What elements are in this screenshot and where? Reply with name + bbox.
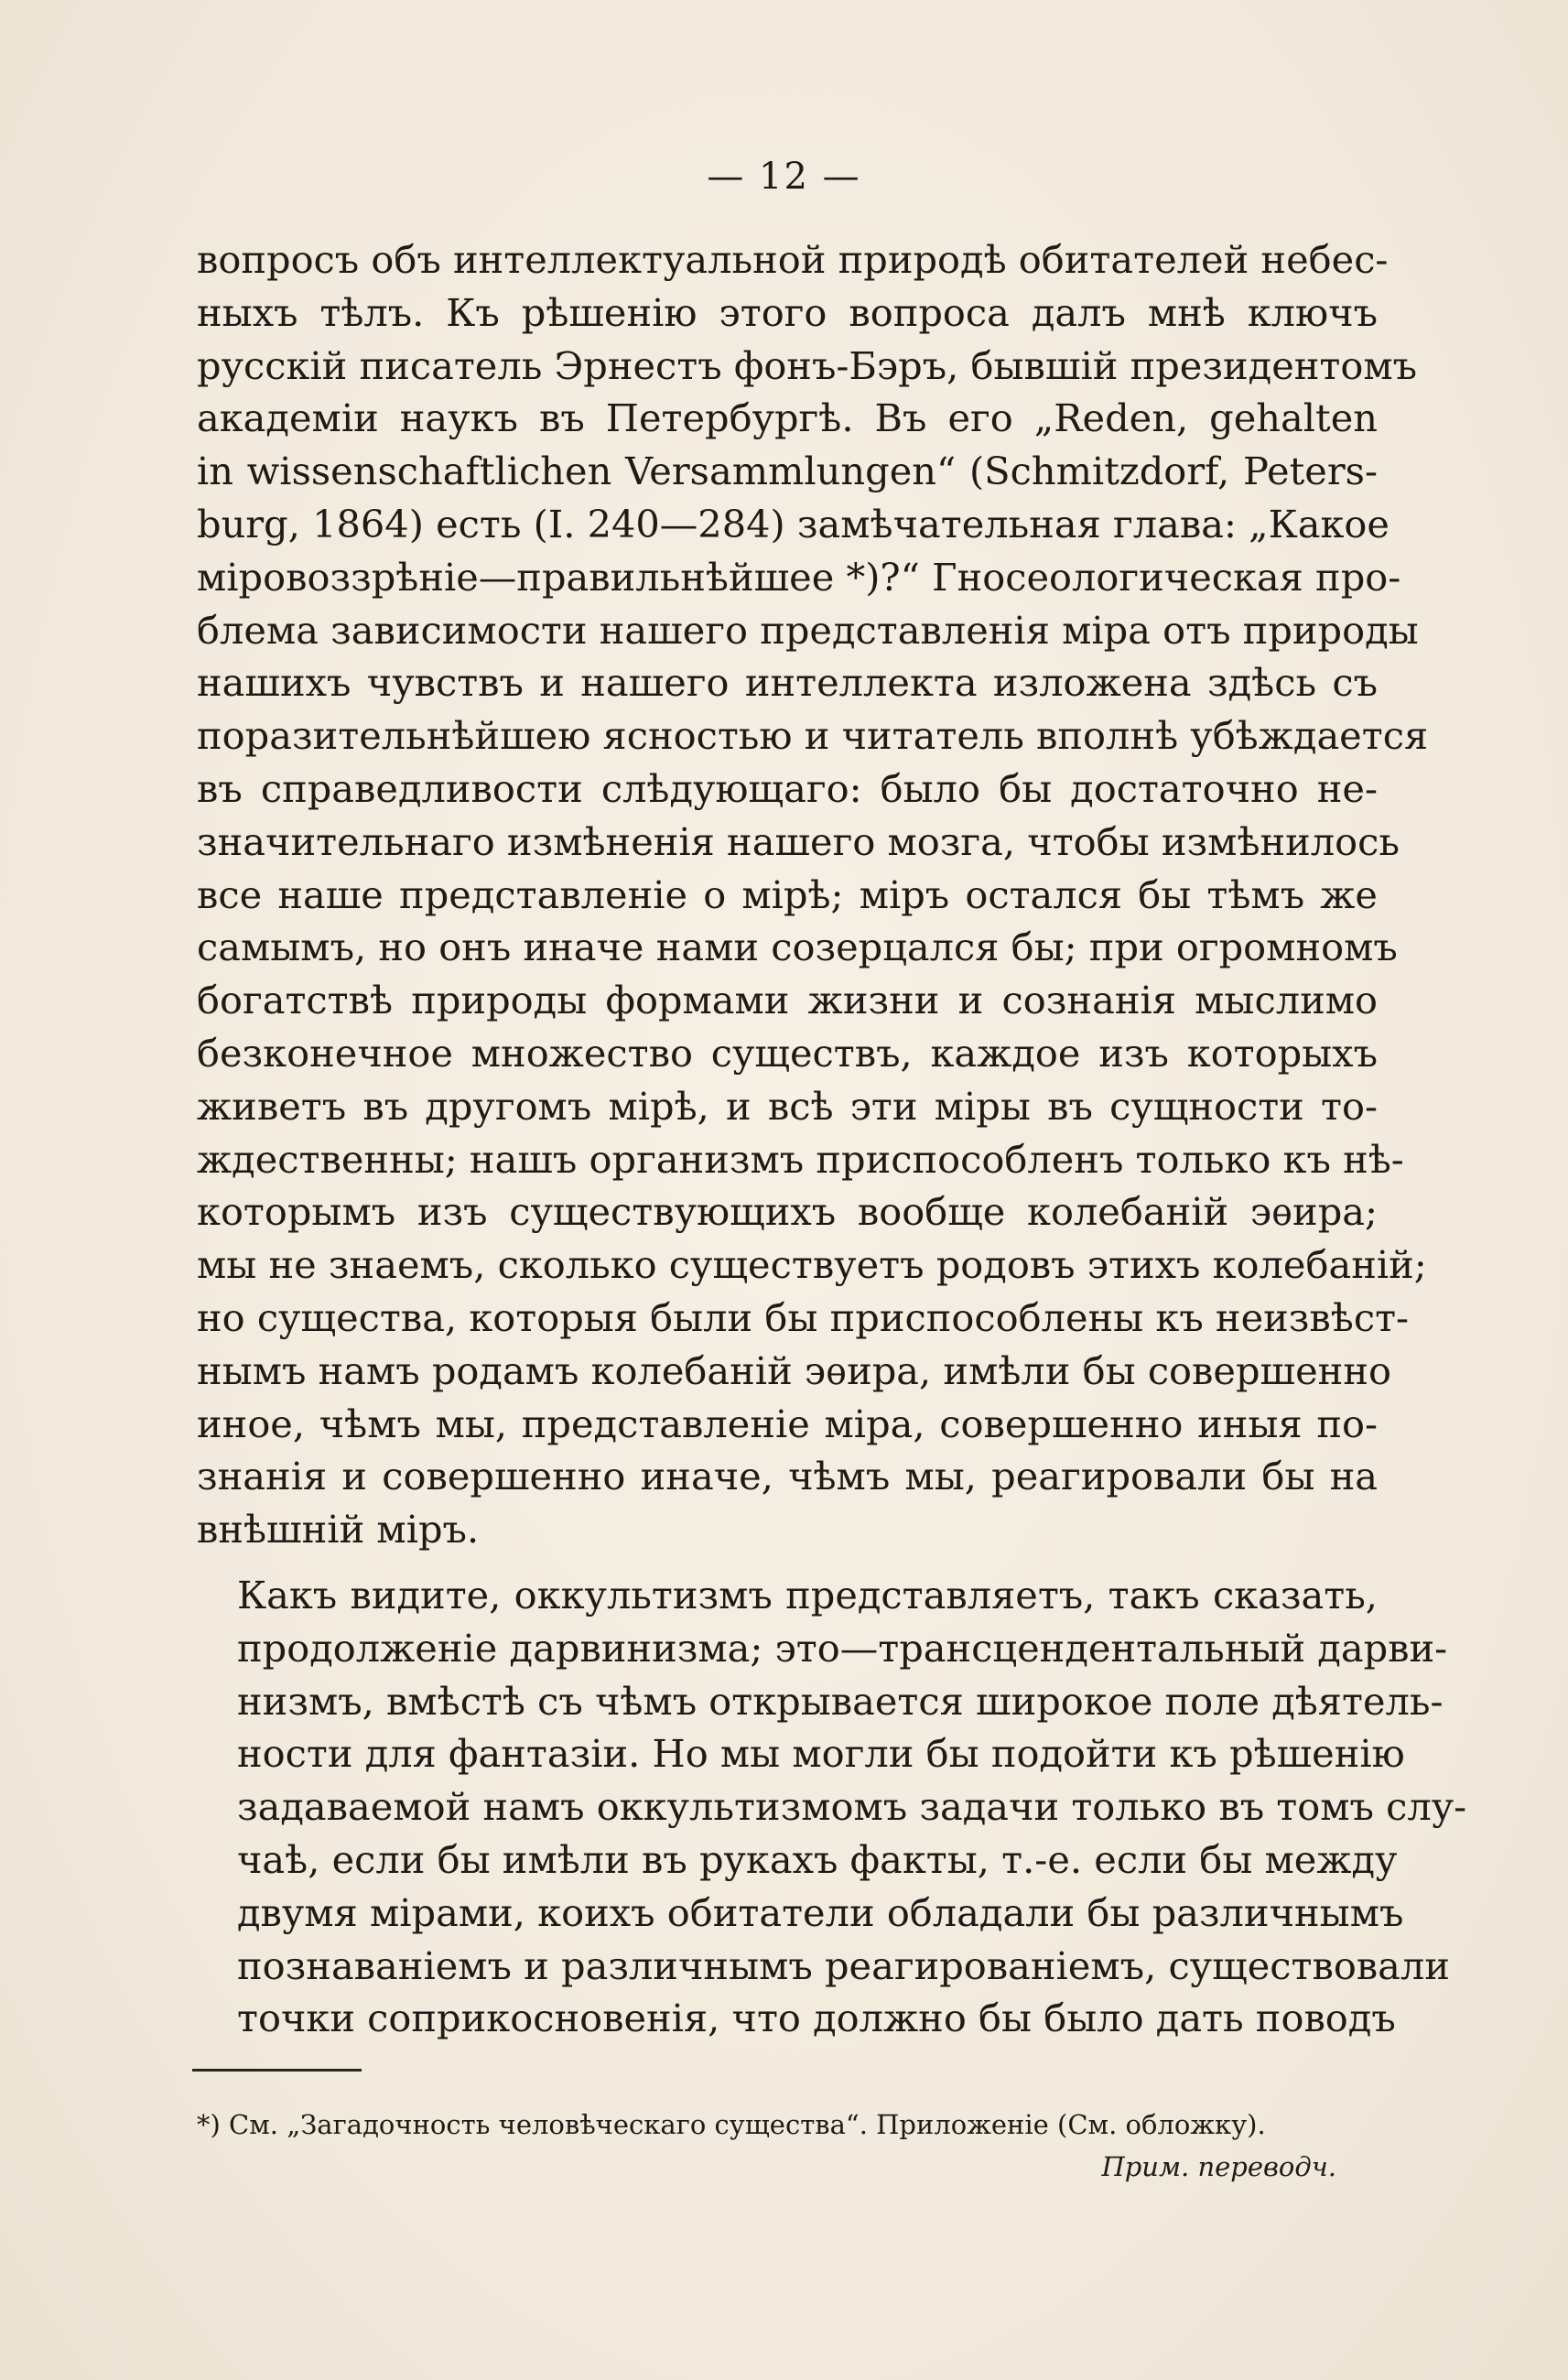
text-line: богатствѣ природы формами жизни и сознанія мыслимо [197,978,1378,1023]
text-line: нашихъ чувствъ и нашего интеллекта изложена здѣсь съ [197,660,1378,706]
text-line: блема зависимости нашего представленія міра отъ природы [197,607,1419,653]
text-line: самымъ, но онъ иначе нами созерцался бы; при огромномъ [197,925,1398,970]
text-line: двумя мірами, коихъ обитатели обладали бы различнымъ [237,1889,1404,1935]
text-line: низмъ, вмѣстѣ съ чѣмъ открывается широкое поле дѣятель- [237,1678,1444,1724]
text-line: точки соприкосновенія, что должно бы было дать поводъ [237,1996,1396,2041]
footnote-text: *) См. „Загадочность человѣческаго существа“. Приложеніе (См. обложку). [197,2109,1266,2140]
text-line: burg, 1864) есть (I. 240—284) замѣчательная глава: „Какое [197,501,1390,546]
text-line: in wissenschaftlichen Versammlungen“ (Schmitzdorf, Peters- [197,449,1378,494]
text-line: внѣшній міръ. [197,1507,480,1552]
text-line: продолженіе дарвинизма; это—трансцендентальный дарви- [237,1625,1448,1671]
text-line: Какъ видите, оккультизмъ представляетъ, такъ сказать, [237,1572,1378,1617]
text-line: все наше представленіе о мірѣ; міръ остался бы тѣмъ же [197,871,1378,917]
text-line: академіи наукъ въ Петербургѣ. Въ его „Reden, gehalten [197,395,1378,441]
paragraph [197,1569,1467,2045]
text-line: ныхъ тѣлъ. Къ рѣшенію этого вопроса далъ мнѣ ключъ [197,289,1378,335]
main-text [197,233,1467,2045]
text-line: живетъ въ другомъ мірѣ, и всѣ эти міры въ сущности то- [197,1083,1378,1129]
paragraph [197,233,1429,1556]
text-line: поразительнѣйшею ясностью и читатель вполнѣ убѣждается [197,713,1429,759]
text-line: ности для фантазіи. Но мы могли бы подойти къ рѣшенію [237,1731,1405,1777]
text-line: чаѣ, если бы имѣли въ рукахъ факты, т.-е. если бы между [237,1836,1398,1882]
text-line: знанія и совершенно иначе, чѣмъ мы, реагировали бы на [197,1454,1378,1499]
text-line: но существа, которыя были бы приспособлены къ неизвѣст- [197,1294,1410,1340]
footnote [197,2104,1378,2188]
text-line: безконечное множество существъ, каждое изъ которыхъ [197,1030,1378,1076]
text-line: міровоззрѣніе—правильнѣйшее *)?“ Гносеологическая про- [197,554,1401,600]
text-line: нымъ намъ родамъ колебаній эѳира, имѣли бы совершенно [197,1347,1391,1393]
text-line: познаваніемъ и различнымъ реагированіемъ, существовали [237,1942,1450,1988]
text-line: русскій писатель Эрнестъ фонъ-Бэръ, бывшій президентомъ [197,342,1418,388]
text-line: задаваемой намъ оккультизмомъ задачи только въ томъ слу- [237,1784,1467,1830]
text-line: иное, чѣмъ мы, представленіе міра, совершенно иныя по- [197,1401,1378,1446]
text-line: которымъ изъ существующихъ вообще колебаній эѳира; [197,1189,1378,1235]
text-line: значительнаго измѣненія нашего мозга, чтобы измѣнилось [197,818,1400,864]
footnote-signature: Прим. переводч. [1101,2151,1336,2182]
footnote-divider [192,2069,362,2072]
text-line: мы не знаемъ, сколько существуетъ родовъ этихъ колебаній; [197,1242,1427,1288]
text-line: ждественны; нашъ организмъ приспособленъ только къ нѣ- [197,1136,1404,1182]
text-line: вопросъ объ интеллектуальной природѣ обитателей небес- [197,237,1389,282]
text-line: въ справедливости слѣдующаго: было бы достаточно не- [197,765,1378,811]
page-number: — 12 — [707,156,861,198]
